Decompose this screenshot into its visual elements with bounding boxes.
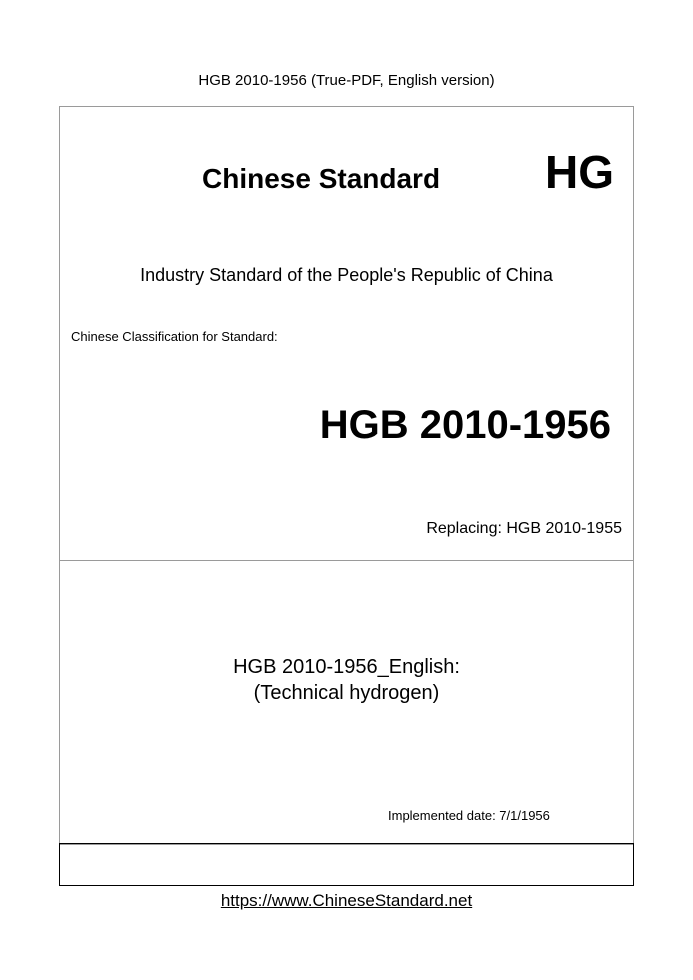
english-title-line1: HGB 2010-1956_English: <box>233 656 460 678</box>
english-title <box>0 654 693 706</box>
industry-standard-text: Industry Standard of the People's Republic of China <box>140 265 553 285</box>
page-header-title: HGB 2010-1956 (True-PDF, English version) <box>198 72 495 89</box>
implemented-date: Implemented date: 7/1/1956 <box>388 808 550 823</box>
replacing-text: Replacing: HGB 2010-1955 <box>426 520 622 537</box>
standard-code: HG <box>545 146 614 198</box>
website-link[interactable]: https://www.ChineseStandard.net <box>220 891 473 910</box>
cover-frame-bottom <box>59 843 634 886</box>
footer <box>0 891 693 911</box>
document-number: HGB 2010-1956 <box>319 403 611 447</box>
classification-label: Chinese Classification for Standard: <box>71 329 278 344</box>
standard-label: Chinese Standard <box>202 163 441 194</box>
english-title-line2: (Technical hydrogen) <box>253 682 440 704</box>
